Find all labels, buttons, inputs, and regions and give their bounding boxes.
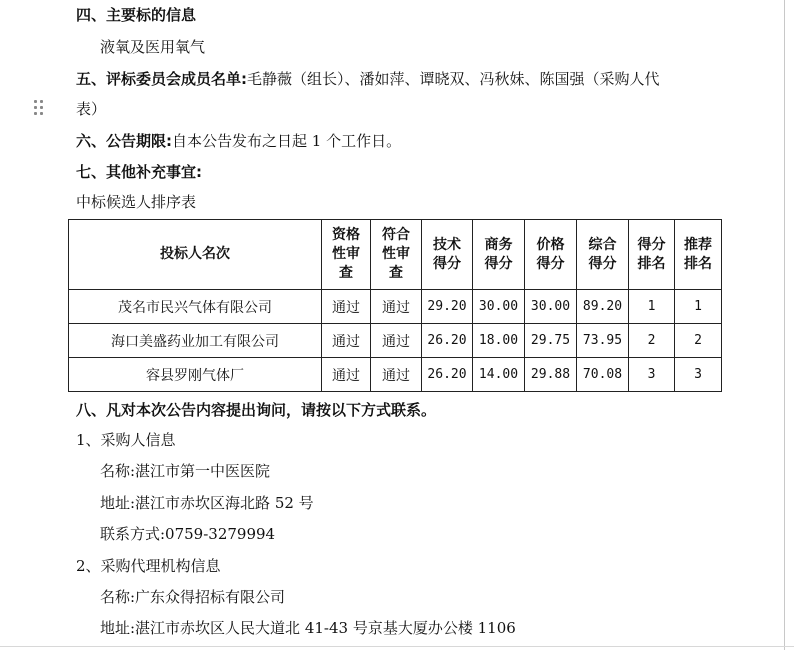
cell-score-rank: 3 (629, 358, 675, 392)
table-header-row (69, 220, 722, 290)
cell-business: 30.00 (473, 290, 525, 324)
table-row (69, 324, 722, 358)
cell-recommend-rank: 1 (675, 290, 722, 324)
cell-conformity: 通过 (371, 290, 422, 324)
header-price: 价格 得分 (525, 220, 577, 290)
cell-total: 70.08 (577, 358, 629, 392)
cell-score-rank: 2 (629, 324, 675, 358)
section-6 (76, 131, 401, 151)
buyer-name: 名称:湛江市第一中医医院 (100, 462, 271, 480)
page-edge-right (784, 0, 785, 650)
cell-technical: 29.20 (422, 290, 473, 324)
cell-qualification: 通过 (322, 358, 371, 392)
header-total: 综合 得分 (577, 220, 629, 290)
cell-price: 29.88 (525, 358, 577, 392)
table-caption: 中标候选人排序表 (76, 193, 197, 211)
table-row (69, 358, 722, 392)
page-edge-bottom (0, 646, 794, 647)
cell-qualification: 通过 (322, 290, 371, 324)
cell-bidder: 海口美盛药业加工有限公司 (69, 324, 322, 358)
section-4-item: 液氧及医用氧气 (100, 38, 206, 56)
cell-total: 89.20 (577, 290, 629, 324)
section-6-title: 六、公告期限: (76, 132, 172, 150)
cell-price: 30.00 (525, 290, 577, 324)
cell-total: 73.95 (577, 324, 629, 358)
cell-business: 14.00 (473, 358, 525, 392)
buyer-heading: 1、采购人信息 (76, 431, 176, 449)
agency-address: 地址:湛江市赤坎区人民大道北 41-43 号京基大厦办公楼 1106 (100, 619, 516, 637)
drag-handle-icon[interactable] (34, 100, 44, 116)
header-business: 商务 得分 (473, 220, 525, 290)
cell-price: 29.75 (525, 324, 577, 358)
section-5-text: 毛静薇（组长）、潘如萍、谭晓双、冯秋妹、陈国强（采购人代 (247, 70, 660, 88)
section-4-title: 四、主要标的信息 (76, 6, 197, 24)
section-5-title: 五、评标委员会成员名单: (76, 70, 247, 88)
cell-technical: 26.20 (422, 358, 473, 392)
cell-business: 18.00 (473, 324, 525, 358)
header-bidder: 投标人名次 (69, 220, 322, 290)
table-row (69, 290, 722, 324)
cell-qualification: 通过 (322, 324, 371, 358)
cell-score-rank: 1 (629, 290, 675, 324)
agency-heading: 2、采购代理机构信息 (76, 557, 221, 575)
header-recommend-rank: 推荐 排名 (675, 220, 722, 290)
agency-name: 名称:广东众得招标有限公司 (100, 588, 286, 606)
header-score-rank: 得分 排名 (629, 220, 675, 290)
buyer-address: 地址:湛江市赤坎区海北路 52 号 (100, 494, 314, 512)
cell-recommend-rank: 3 (675, 358, 722, 392)
section-7-title: 七、其他补充事宜: (76, 163, 202, 181)
cell-technical: 26.20 (422, 324, 473, 358)
section-8-title: 八、凡对本次公告内容提出询问，请按以下方式联系。 (76, 401, 437, 419)
header-qualification: 资格 性审 查 (322, 220, 371, 290)
cell-conformity: 通过 (371, 358, 422, 392)
header-conformity: 符合 性审 查 (371, 220, 422, 290)
section-5-text-cont: 表） (76, 100, 107, 118)
header-technical: 技术 得分 (422, 220, 473, 290)
cell-conformity: 通过 (371, 324, 422, 358)
cell-bidder: 茂名市民兴气体有限公司 (69, 290, 322, 324)
cell-recommend-rank: 2 (675, 324, 722, 358)
buyer-phone: 联系方式:0759-3279994 (100, 525, 276, 543)
section-5 (76, 69, 660, 89)
cell-bidder: 容县罗刚气体厂 (69, 358, 322, 392)
section-6-text: 自本公告发布之日起 1 个工作日。 (172, 132, 402, 150)
candidate-ranking-table (68, 219, 722, 392)
